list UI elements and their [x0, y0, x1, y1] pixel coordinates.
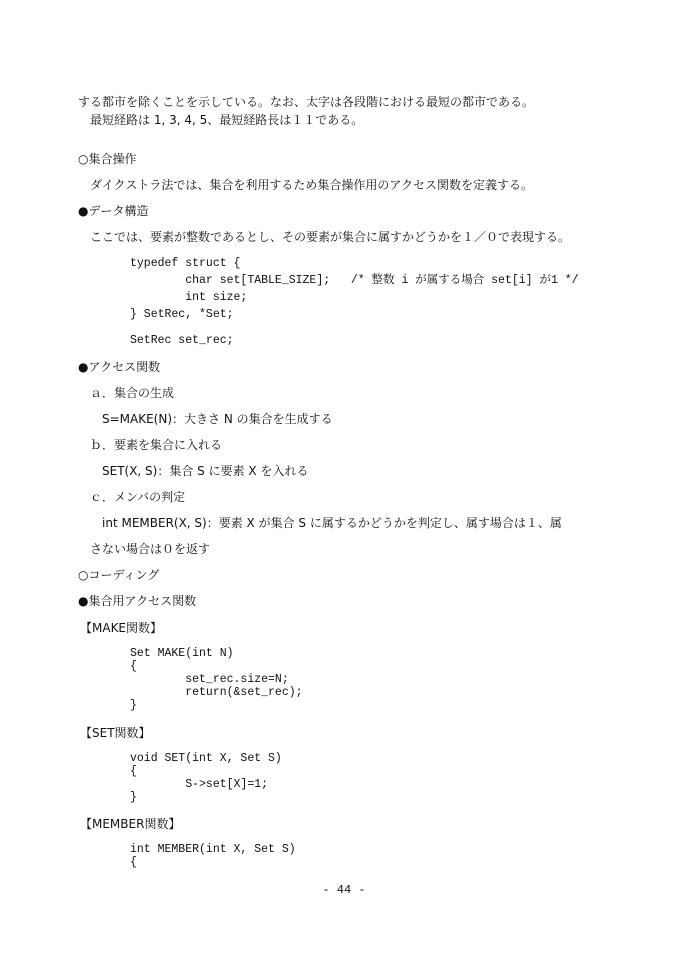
heading-coding: ○コーディング — [78, 568, 160, 582]
code-line-setrec: SetRec set_rec; — [130, 334, 234, 347]
para-dijkstra: ダイクストラ法では、集合を利用するため集合操作用のアクセス関数を定義する。 — [90, 178, 534, 192]
para-data-structure: ここでは、要素が整数であるとし、その要素が集合に属すかどうかを１／０で表現する。 — [90, 230, 571, 244]
para-line-1: する都市を除くことを示している。なお、太字は各段階における最短の都市である。 — [78, 95, 535, 109]
code-line-char-set: char set[TABLE_SIZE]; /* 整数 i が属する場合 set[i] が1 */ — [130, 274, 579, 287]
code-line-close-struct: } SetRec, *Set; — [130, 308, 234, 321]
item-b-description: SET(X, S)：集合 S に要素 X を入れる — [102, 464, 309, 478]
item-c-description-1: int MEMBER(X, S)：要素 X が集合 S に属するかどうかを判定し、属す場合は１、属 — [102, 516, 562, 530]
member-function-code: int MEMBER(int X, Set S) { — [130, 843, 296, 869]
heading-data-structure: ●データ構造 — [78, 204, 149, 218]
set-function-code: void SET(int X, Set S) { S->set[X]=1; } — [130, 752, 282, 804]
item-c-description-2: さない場合は０を返す — [90, 542, 211, 556]
heading-set-operations: ○集合操作 — [78, 152, 137, 166]
item-c-title: ｃ．メンバの判定 — [90, 490, 186, 504]
item-a-title: ａ．集合の生成 — [90, 386, 175, 400]
make-function-title: 【MAKE関数】 — [80, 621, 163, 635]
make-function-code: Set MAKE(int N) { set_rec.size=N; return(&set_rec); } — [130, 647, 303, 712]
item-b-title: ｂ．要素を集合に入れる — [90, 438, 223, 452]
item-a-description: S=MAKE(N)：大きさ N の集合を生成する — [102, 412, 333, 426]
code-line-typedef: typedef struct { — [130, 257, 241, 270]
heading-access-functions: ●アクセス関数 — [78, 360, 161, 374]
heading-set-access-functions: ●集合用アクセス関数 — [78, 594, 197, 608]
member-function-title: 【MEMBER関数】 — [80, 817, 181, 831]
set-function-title: 【SET関数】 — [80, 726, 151, 740]
code-line-int-size: int size; — [130, 291, 248, 304]
page-number: - 44 - — [322, 883, 366, 897]
para-line-2: 最短経路は 1, 3, 4, 5、最短経路長は１１である。 — [90, 113, 364, 127]
